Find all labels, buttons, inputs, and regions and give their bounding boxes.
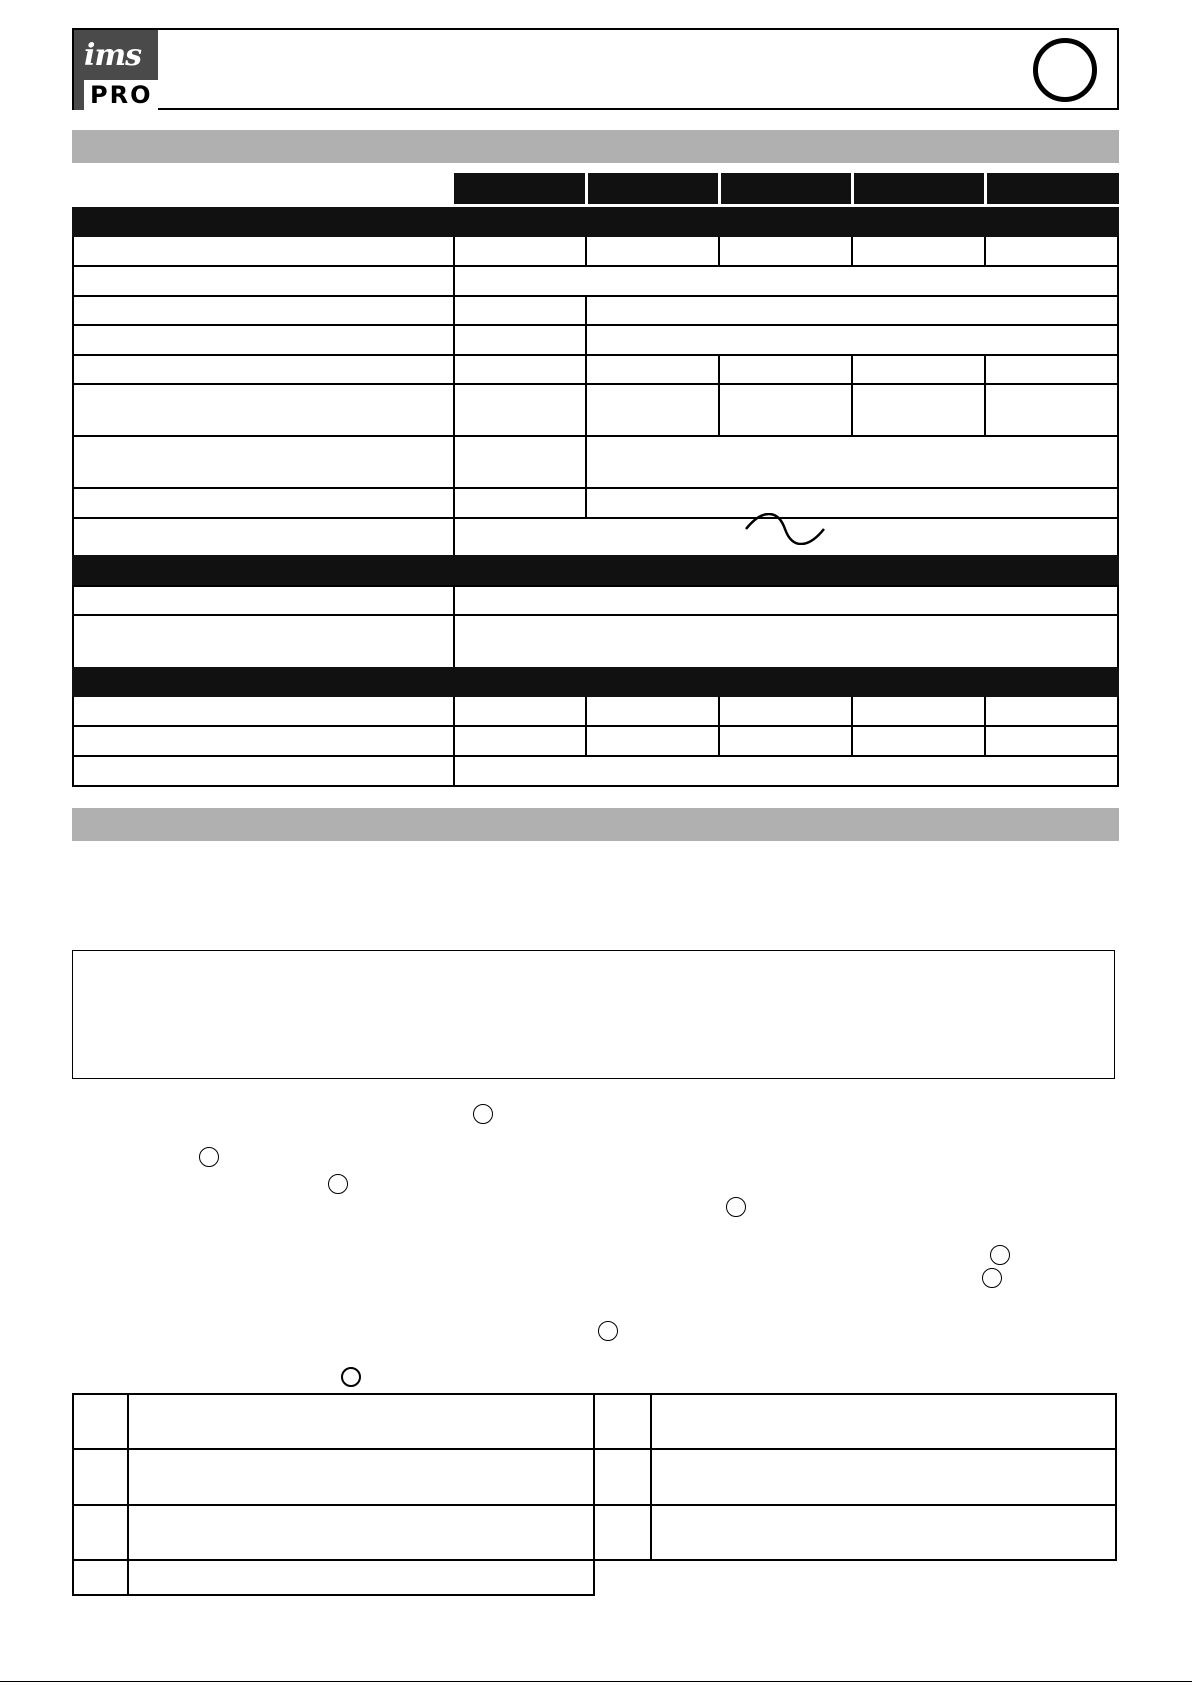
notice-box (72, 950, 1115, 1079)
table-column-header-row (454, 173, 1119, 207)
callout-marker-icon (199, 1147, 219, 1167)
pro-badge: PRO (84, 80, 158, 110)
section-bar-specifications (72, 130, 1119, 163)
table-section-header (72, 667, 1119, 697)
callout-marker-icon (990, 1245, 1010, 1265)
language-circle-icon (1033, 38, 1097, 102)
page-footer-rule (0, 1681, 1192, 1682)
parts-legend-table (72, 1393, 1117, 1596)
section-bar-description (72, 808, 1119, 841)
table-section-header (72, 207, 1119, 237)
specification-table (72, 173, 1119, 788)
table-section-header (72, 555, 1119, 585)
callout-marker-icon (328, 1174, 348, 1194)
brand-wordmark: ims (84, 38, 142, 73)
brand-logo (74, 30, 158, 110)
document-header (72, 28, 1119, 110)
callout-marker-icon (598, 1321, 618, 1341)
callout-marker-icon (982, 1268, 1002, 1288)
callout-marker-icon (473, 1104, 493, 1124)
callout-marker-icon (341, 1367, 361, 1387)
callout-marker-icon (726, 1197, 746, 1217)
alternating-current-icon (744, 513, 826, 545)
